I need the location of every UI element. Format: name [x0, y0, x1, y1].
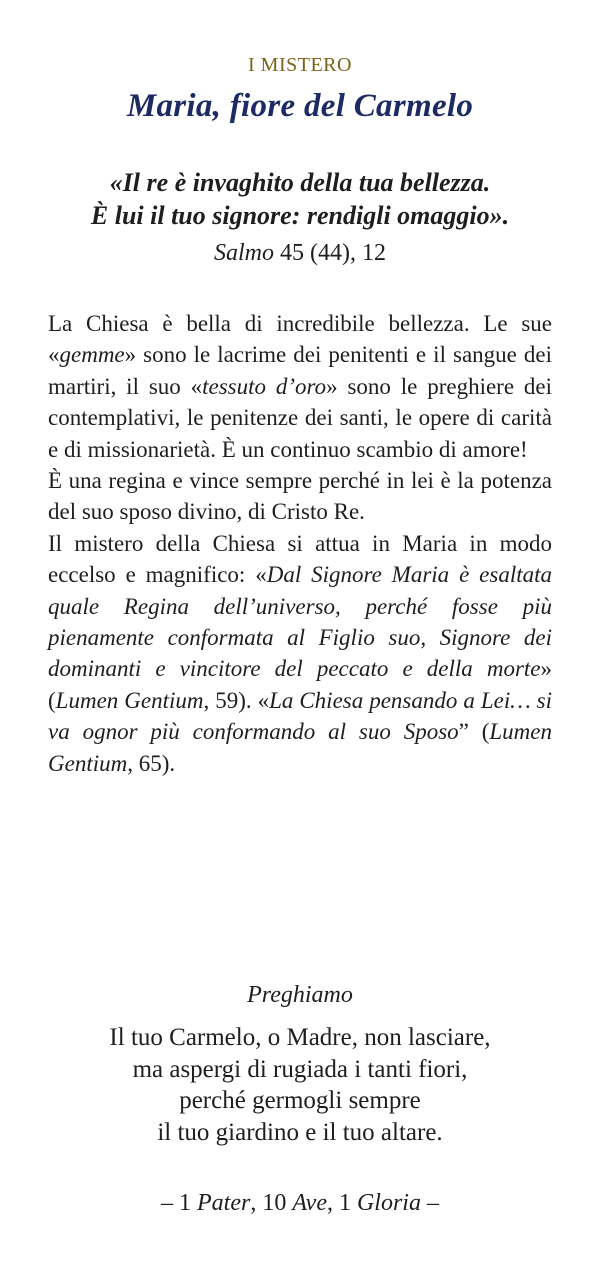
text-run: –	[420, 1190, 439, 1216]
text-run: , 10	[250, 1190, 293, 1216]
prayer-verse	[0, 1022, 600, 1148]
text-run: La Chiesa è bella di incredibile bellezza. Le sue «	[48, 311, 552, 368]
rosary-instructions	[0, 1190, 600, 1217]
prayer-line: il tuo giardino e il tuo altare.	[157, 1118, 443, 1146]
italic-run: Dal Signore Maria è esaltata quale Regina dell’universo, perché fosse più pienamente conformata al Figlio suo, Signore dei dominanti e vincitore del peccato e della morte	[48, 562, 552, 682]
text-run: , 1	[326, 1190, 357, 1216]
text-run: » sono le lacrime dei penitenti e il sangue dei martiri, il suo «	[48, 342, 552, 399]
text-run: , 65).	[127, 750, 176, 776]
text-run: , 59). «	[203, 687, 270, 713]
source-book: Salmo	[214, 240, 274, 266]
text-run: Il mistero della Chiesa si attua in Maria in modo eccelso e magnifico: «	[48, 530, 552, 588]
paragraph-1	[48, 308, 552, 465]
paragraph-2: È una regina e vince sempre perché in lei è la potenza del suo sposo divino, di Cristo Re.	[48, 468, 552, 525]
italic-run: Pater	[197, 1190, 251, 1216]
prayer-line: Il tuo Carmelo, o Madre, non lasciare,	[109, 1024, 491, 1051]
text-run: ” (	[458, 719, 490, 745]
page-title: Maria, fiore del Carmelo	[126, 88, 474, 124]
italic-run: La Chiesa pensando a Lei… si va ognor più conformando al suo Sposo	[48, 687, 552, 745]
text-run: » sono le preghiere dei contemplativi, le penitenze dei santi, le opere di carità e di missionarietà. È un continuo scambio di amore!	[48, 373, 552, 462]
source-reference: 45 (44), 12	[274, 240, 386, 266]
italic-run: tessuto d’oro	[202, 373, 327, 399]
italic-run: Lumen Gentium	[55, 687, 204, 713]
text-run: » (	[48, 656, 552, 713]
text-run: – 1	[161, 1190, 197, 1216]
italic-run: Lumen Gentium	[48, 719, 553, 776]
epigraph-line-1: «Il re è invaghito della tua bellezza.	[109, 168, 491, 197]
meditation-text	[48, 308, 552, 779]
mystery-label: I MISTERO	[248, 54, 352, 76]
italic-run: gemme	[59, 342, 125, 368]
epigraph-source	[0, 240, 600, 267]
epigraph-line-2: È lui il tuo signore: rendigli omaggio».	[90, 201, 510, 230]
paragraph-3	[48, 528, 552, 779]
prayer-line: ma aspergi di rugiada i tanti fiori,	[132, 1055, 468, 1083]
epigraph	[0, 166, 600, 232]
prayer-heading: Preghiamo	[247, 982, 353, 1008]
prayer-line: perché germogli sempre	[179, 1087, 421, 1114]
italic-run: Gloria	[356, 1190, 421, 1216]
italic-run: Ave	[292, 1190, 327, 1216]
